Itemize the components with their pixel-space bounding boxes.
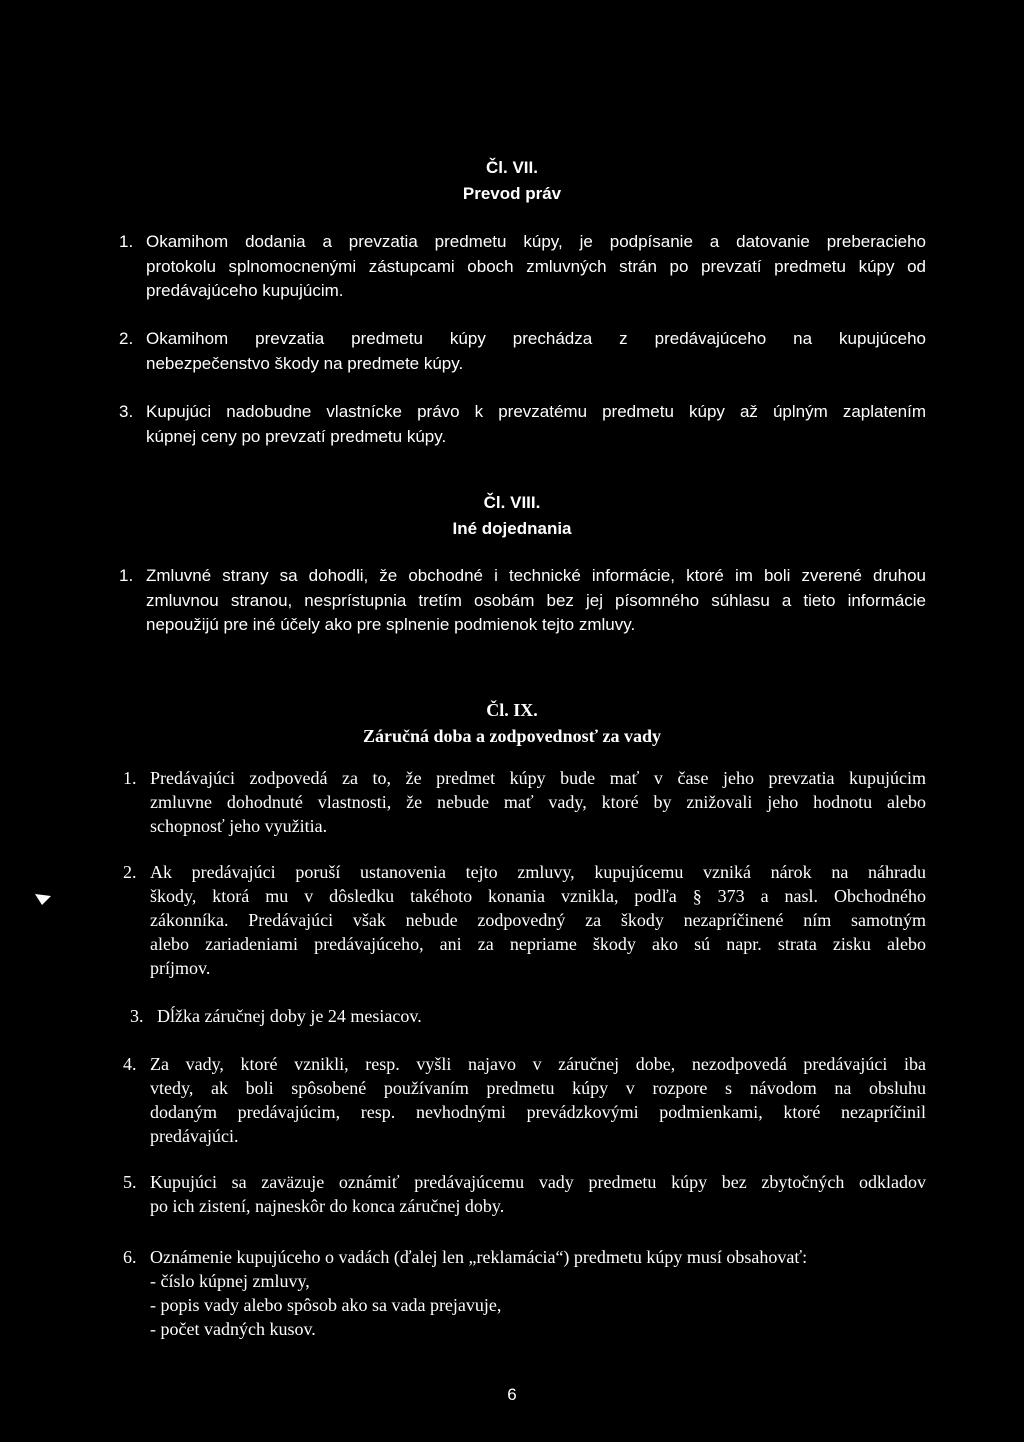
item-line: - číslo kúpnej zmluvy,	[150, 1271, 310, 1291]
item-line: - počet vadných kusov.	[150, 1319, 316, 1339]
section-ix-item-4	[123, 1052, 926, 1148]
item-line: zmluvne dohodnuté vlastnosti, že nebude mať vady, ktoré by znižovali jeho hodnotu alebo	[150, 792, 926, 812]
item-number: 3.	[130, 1006, 144, 1026]
section-vii-item-3	[119, 400, 926, 449]
section-ix-heading	[0, 697, 1024, 749]
item-line: po ich zistení, najneskôr do konca záručnej doby.	[150, 1196, 505, 1216]
item-line: vtedy, ak boli spôsobené používaním predmetu kúpy v rozpore s návodom na obsluhu	[150, 1078, 926, 1098]
item-line: dodaným predávajúcim, resp. nevhodnými prevádzkovými podmienkami, ktoré nezapríčinil	[150, 1102, 926, 1122]
item-number: 1.	[123, 768, 137, 788]
item-number: 1.	[119, 566, 134, 585]
item-line: schopnosť jeho využitia.	[150, 816, 328, 836]
item-line: Kupujúci nadobudne vlastnícke právo k prevzatému predmetu kúpy až úplným zaplatením	[146, 402, 926, 421]
section-vii-number: Čl. VII.	[486, 158, 538, 177]
item-line: Predávajúci zodpovedá za to, že predmet kúpy bude mať v čase jeho prevzatia kupujúcim	[150, 768, 926, 788]
page-number: 6	[507, 1385, 517, 1404]
section-viii-item-1	[119, 564, 926, 638]
item-number: 2.	[123, 862, 137, 882]
section-viii-heading	[0, 490, 1024, 542]
item-line: Ak predávajúci poruší ustanovenia tejto zmluvy, kupujúcemu vzniká nárok na náhradu	[150, 862, 926, 882]
section-viii-number: Čl. VIII.	[483, 493, 541, 512]
item-number: 5.	[123, 1172, 137, 1192]
section-vii-item-2	[119, 327, 926, 376]
section-ix-item-5	[123, 1170, 926, 1218]
item-line: Okamihom prevzatia predmetu kúpy prechádza z predávajúceho na kupujúceho	[146, 329, 926, 348]
item-line: kúpnej ceny po prevzatí predmetu kúpy.	[146, 426, 447, 446]
item-line: Oznámenie kupujúceho o vadách (ďalej len „reklamácia“) predmetu kúpy musí obsahovať:	[150, 1247, 808, 1267]
item-line: alebo zariadeniami predávajúceho, ani za nepriame škody ako sú napr. strata zisku alebo	[150, 934, 926, 954]
section-ix-item-3	[130, 1004, 926, 1028]
item-line: príjmov.	[150, 958, 211, 978]
item-line: protokolu splnomocnenými zástupcami oboch zmluvných strán po prevzatí predmetu kúpy od	[146, 256, 926, 276]
item-line: zmluvnou stranou, nesprístupnia tretím osobám bez jej písomného súhlasu a tieto informácie	[146, 590, 926, 610]
item-number: 3.	[119, 402, 134, 421]
item-line: Zmluvné strany sa dohodli, že obchodné i technické informácie, ktoré im boli zverené druhou	[146, 566, 926, 585]
section-ix-item-2	[123, 860, 926, 980]
item-number: 1.	[119, 232, 134, 251]
item-line: Za vady, ktoré vznikli, resp. vyšli najavo v záručnej dobe, nezodpovedá predávajúci iba	[150, 1054, 926, 1074]
item-line: Okamihom dodania a prevzatia predmetu kúpy, je podpísanie a datovanie preberacieho	[146, 232, 926, 251]
item-line: škody, ktorá mu v dôsledku takéhoto konania vznikla, podľa § 373 a nasl. Obchodného	[150, 886, 926, 906]
item-line: Dĺžka záručnej doby je 24 mesiacov.	[157, 1006, 422, 1026]
section-ix-item-6	[123, 1245, 926, 1341]
section-vii-heading	[0, 155, 1024, 207]
item-line: predávajúci.	[150, 1126, 239, 1146]
section-vii-item-1	[119, 230, 926, 304]
arrow-mark-icon	[35, 893, 51, 905]
item-number: 4.	[123, 1054, 137, 1074]
section-ix-item-1	[123, 766, 926, 838]
item-line: zákonníka. Predávajúci však nebude zodpovedný za škody nezapríčinené ním samotným	[150, 910, 926, 930]
section-ix-number: Čl. IX.	[486, 700, 538, 720]
item-line: nebezpečenstvo škody na predmete kúpy.	[146, 353, 464, 373]
item-number: 6.	[123, 1247, 137, 1267]
item-line: nepoužijú pre iné účely ako pre splnenie podmienok tejto zmluvy.	[146, 615, 636, 634]
item-line: Kupujúci sa zaväzuje oznámiť predávajúcemu vady predmetu kúpy bez zbytočných odkladov	[150, 1172, 926, 1192]
section-viii-title: Iné dojednania	[452, 519, 572, 538]
item-line: - popis vady alebo spôsob ako sa vada prejavuje,	[150, 1295, 502, 1315]
section-ix-title: Záručná doba a zodpovednosť za vady	[363, 726, 661, 746]
section-vii-title: Prevod práv	[462, 184, 562, 203]
item-number: 2.	[119, 329, 134, 348]
item-line: predávajúceho kupujúcim.	[146, 281, 344, 300]
